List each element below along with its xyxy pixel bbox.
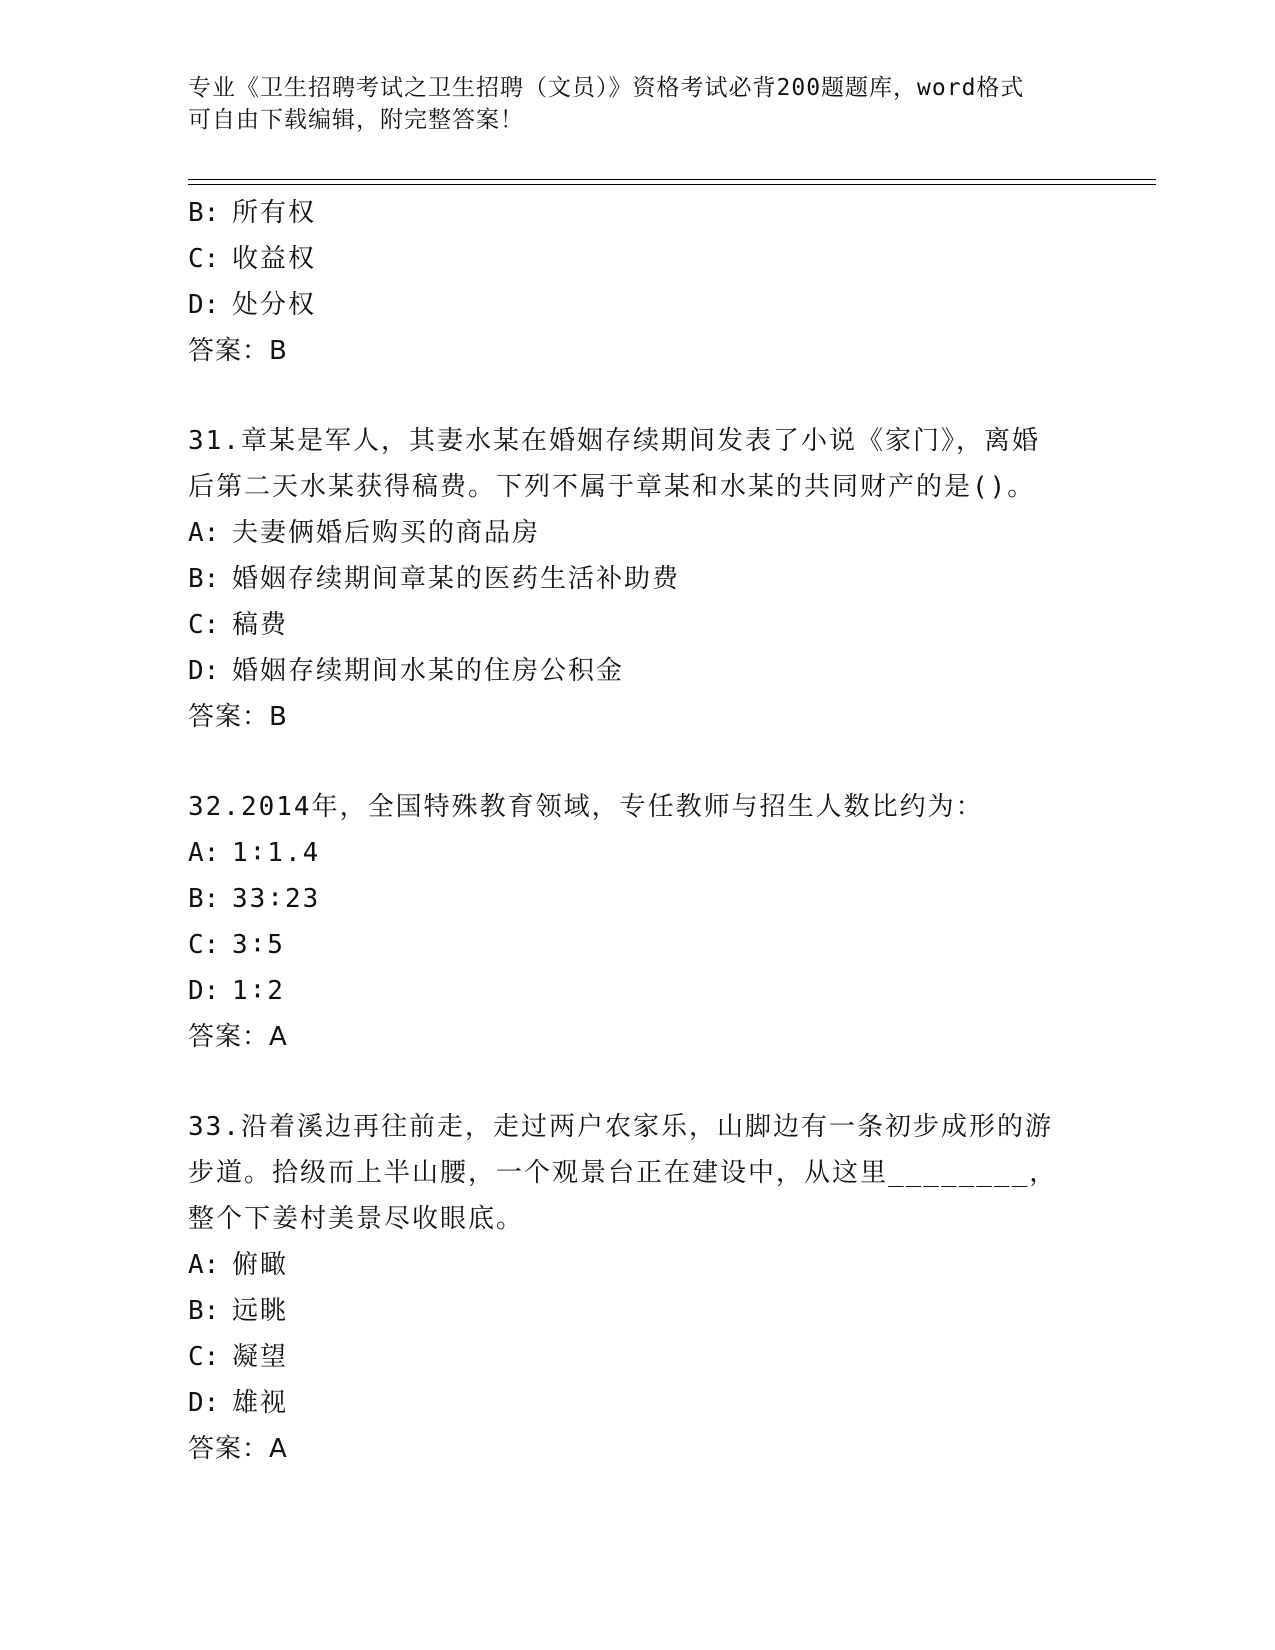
option-d bbox=[188, 648, 1088, 694]
option-label: A: bbox=[188, 838, 220, 868]
answer-line: 答案：A bbox=[188, 1022, 288, 1052]
header-divider-bottom bbox=[188, 184, 1156, 185]
option-text: 33∶23 bbox=[232, 884, 321, 914]
document-header bbox=[188, 72, 1088, 136]
header-title-line-1: 专业《卫生招聘考试之卫生招聘（文员）》资格考试必背200题题库，word格式 bbox=[188, 75, 1025, 101]
question-stem-line: 33.沿着溪边再往前走，走过两户农家乐，山脚边有一条初步成形的游 bbox=[188, 1112, 1053, 1142]
option-b bbox=[188, 876, 1088, 922]
option-label: B: bbox=[188, 1296, 220, 1326]
option-text: 稿费 bbox=[232, 610, 289, 640]
question-stem-line: 31.章某是军人，其妻水某在婚姻存续期间发表了小说《家门》，离婚 bbox=[188, 426, 1040, 456]
option-label: C: bbox=[188, 1342, 220, 1372]
option-text: 1∶1.4 bbox=[232, 838, 321, 868]
option-c bbox=[188, 922, 1088, 968]
question-list bbox=[188, 190, 1088, 1472]
option-label: D: bbox=[188, 656, 220, 686]
option-b bbox=[188, 190, 1088, 236]
question-stem-line: 整个下姜村美景尽收眼底。 bbox=[188, 1204, 525, 1234]
option-text: 婚姻存续期间章某的医药生活补助费 bbox=[232, 564, 681, 594]
question-32 bbox=[188, 784, 1088, 1060]
option-c bbox=[188, 236, 1088, 282]
answer-line: 答案：B bbox=[188, 336, 288, 366]
option-label: C: bbox=[188, 610, 220, 640]
answer-line: 答案：A bbox=[188, 1434, 288, 1464]
spacer bbox=[188, 374, 1088, 418]
option-text: 夫妻俩婚后购买的商品房 bbox=[232, 518, 541, 548]
answer-line: 答案：B bbox=[188, 702, 288, 732]
spacer bbox=[188, 1060, 1088, 1104]
option-label: D: bbox=[188, 1388, 220, 1418]
option-text: 所有权 bbox=[232, 198, 317, 228]
option-label: C: bbox=[188, 930, 220, 960]
option-d bbox=[188, 282, 1088, 328]
option-label: B: bbox=[188, 884, 220, 914]
option-label: A: bbox=[188, 1250, 220, 1280]
option-text: 1∶2 bbox=[232, 976, 285, 1006]
option-c bbox=[188, 1334, 1088, 1380]
option-d bbox=[188, 1380, 1088, 1426]
header-divider-top bbox=[188, 179, 1156, 180]
spacer bbox=[188, 740, 1088, 784]
option-label: D: bbox=[188, 290, 220, 320]
option-b bbox=[188, 1288, 1088, 1334]
option-label: C: bbox=[188, 244, 220, 274]
previous-question-continuation bbox=[188, 190, 1088, 374]
question-stem-line: 后第二天水某获得稿费。下列不属于章某和水某的共同财产的是()。 bbox=[188, 472, 1036, 502]
option-text: 俯瞰 bbox=[232, 1250, 289, 1280]
option-d bbox=[188, 968, 1088, 1014]
option-label: B: bbox=[188, 564, 220, 594]
option-text: 婚姻存续期间水某的住房公积金 bbox=[232, 656, 625, 686]
option-text: 凝望 bbox=[232, 1342, 289, 1372]
header-title-line-2: 可自由下载编辑，附完整答案！ bbox=[188, 107, 524, 133]
option-text: 处分权 bbox=[232, 290, 317, 320]
option-a bbox=[188, 830, 1088, 876]
option-label: D: bbox=[188, 976, 220, 1006]
question-stem-line: 步道。拾级而上半山腰，一个观景台正在建设中，从这里________， bbox=[188, 1158, 1058, 1188]
option-text: 远眺 bbox=[232, 1296, 289, 1326]
option-text: 收益权 bbox=[232, 244, 317, 274]
option-text: 雄视 bbox=[232, 1388, 289, 1418]
option-a bbox=[188, 510, 1088, 556]
option-label: A: bbox=[188, 518, 220, 548]
option-a bbox=[188, 1242, 1088, 1288]
option-b bbox=[188, 556, 1088, 602]
option-text: 3∶5 bbox=[232, 930, 285, 960]
question-33 bbox=[188, 1104, 1088, 1472]
question-stem-line: 32.2014年，全国特殊教育领域，专任教师与招生人数比约为： bbox=[188, 792, 984, 822]
question-31 bbox=[188, 418, 1088, 740]
option-label: B: bbox=[188, 198, 220, 228]
option-c bbox=[188, 602, 1088, 648]
